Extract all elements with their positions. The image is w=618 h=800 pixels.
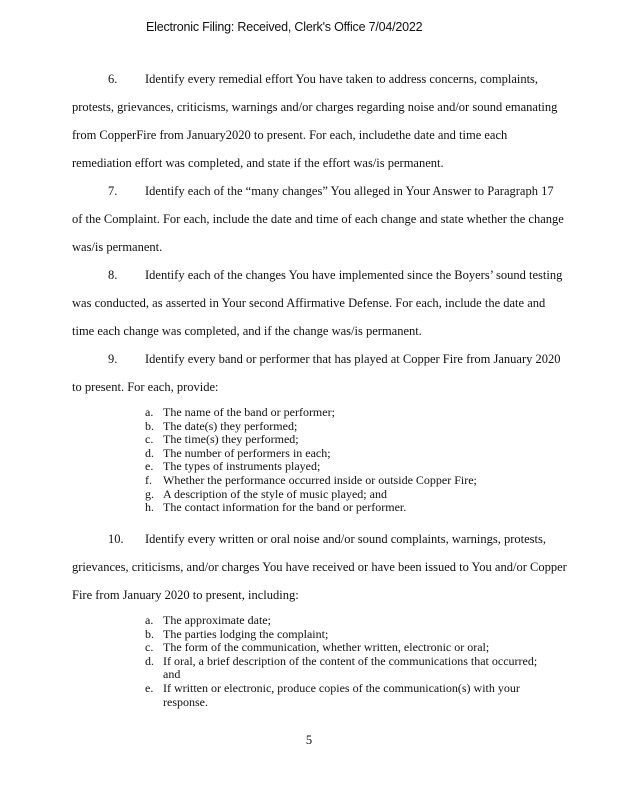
list-item xyxy=(145,420,477,434)
list-text: The parties lodging the complaint; xyxy=(163,626,329,641)
paragraph-line: was conducted, as asserted in Your second Affirmative Defense. For each, include the date and xyxy=(72,296,546,310)
list-marker: d. xyxy=(145,445,154,460)
list-item xyxy=(145,655,537,669)
list-marker: c. xyxy=(145,640,154,655)
list-item xyxy=(145,447,477,461)
paragraph-number: 6. xyxy=(108,72,118,86)
paragraph-number: 7. xyxy=(108,184,118,198)
paragraph-line: of the Complaint. For each, include the date and time of each change and state whether the change xyxy=(72,212,564,226)
paragraph-line: time each change was completed, and if the change was/is permanent. xyxy=(72,324,422,338)
paragraph-line: from CopperFire from January2020 to present. For each, includethe date and time each xyxy=(72,128,508,142)
list-item xyxy=(145,433,477,447)
list-text: response. xyxy=(163,694,208,709)
list-text: The contact information for the band or performer. xyxy=(163,500,407,515)
list-item xyxy=(145,682,537,696)
list-text: Whether the performance occurred inside or outside Copper Fire; xyxy=(163,472,477,487)
paragraph-line: protests, grievances, criticisms, warnings and/or charges regarding noise and/or sound emanating xyxy=(72,100,558,114)
paragraph-number: 8. xyxy=(108,268,118,282)
list-item xyxy=(145,641,537,655)
sub-list xyxy=(145,406,477,515)
paragraph-line: Identify every remedial effort You have taken to address concerns, complaints, xyxy=(145,72,539,86)
sub-list xyxy=(145,614,537,709)
paragraph-line: Identify each of the “many changes” You alleged in Your Answer to Paragraph 17 xyxy=(145,184,554,198)
list-marker: f. xyxy=(145,472,152,487)
list-text: If oral, a brief description of the content of the communications that occurred; xyxy=(163,653,538,668)
list-item-continuation xyxy=(145,696,537,710)
list-marker: b. xyxy=(145,418,154,433)
list-marker: a. xyxy=(145,405,154,419)
paragraph-line: Fire from January 2020 to present, including: xyxy=(72,588,299,602)
filing-header: Electronic Filing: Received, Clerk's Office 7/04/2022 xyxy=(146,20,423,34)
list-text: The types of instruments played; xyxy=(163,459,321,474)
list-item-continuation xyxy=(145,668,537,682)
list-text: and xyxy=(163,667,181,682)
list-item xyxy=(145,614,537,628)
paragraph-line: grievances, criticisms, and/or charges You have received or have been issued to You and/or Copper xyxy=(72,560,567,574)
list-marker: e. xyxy=(145,680,154,695)
paragraph-number: 10. xyxy=(108,532,124,546)
list-item xyxy=(145,474,477,488)
list-marker: a. xyxy=(145,613,154,627)
list-marker: e. xyxy=(145,459,154,474)
list-text: The approximate date; xyxy=(163,613,271,627)
list-marker: b. xyxy=(145,626,154,641)
paragraph-line: remediation effort was completed, and state if the effort was/is permanent. xyxy=(72,156,444,170)
list-text: The number of performers in each; xyxy=(163,445,331,460)
list-text: A description of the style of music played; and xyxy=(163,486,387,501)
paragraph-line: Identify every band or performer that has played at Copper Fire from January 2020 xyxy=(145,352,561,366)
paragraph-line: Identify each of the changes You have implemented since the Boyers’ sound testing xyxy=(145,268,563,282)
list-text: The date(s) they performed; xyxy=(163,418,298,433)
list-text: If written or electronic, produce copies of the communication(s) with your xyxy=(163,680,520,695)
list-marker: g. xyxy=(145,486,154,501)
list-item xyxy=(145,488,477,502)
paragraph-line: was/is permanent. xyxy=(72,240,163,254)
list-text: The form of the communication, whether written, electronic or oral; xyxy=(163,640,490,655)
list-text: The name of the band or performer; xyxy=(163,405,335,419)
list-item xyxy=(145,628,537,642)
page-number: 5 xyxy=(305,733,313,747)
list-marker: h. xyxy=(145,500,154,515)
paragraph-line: to present. For each, provide: xyxy=(72,380,219,394)
list-item xyxy=(145,406,477,420)
list-item xyxy=(145,501,477,515)
paragraph-line: Identify every written or oral noise and/or sound complaints, warnings, protests, xyxy=(145,532,546,546)
list-marker: c. xyxy=(145,432,154,447)
list-marker: d. xyxy=(145,653,154,668)
list-item xyxy=(145,460,477,474)
list-text: The time(s) they performed; xyxy=(163,432,299,447)
paragraph-number: 9. xyxy=(108,352,118,366)
